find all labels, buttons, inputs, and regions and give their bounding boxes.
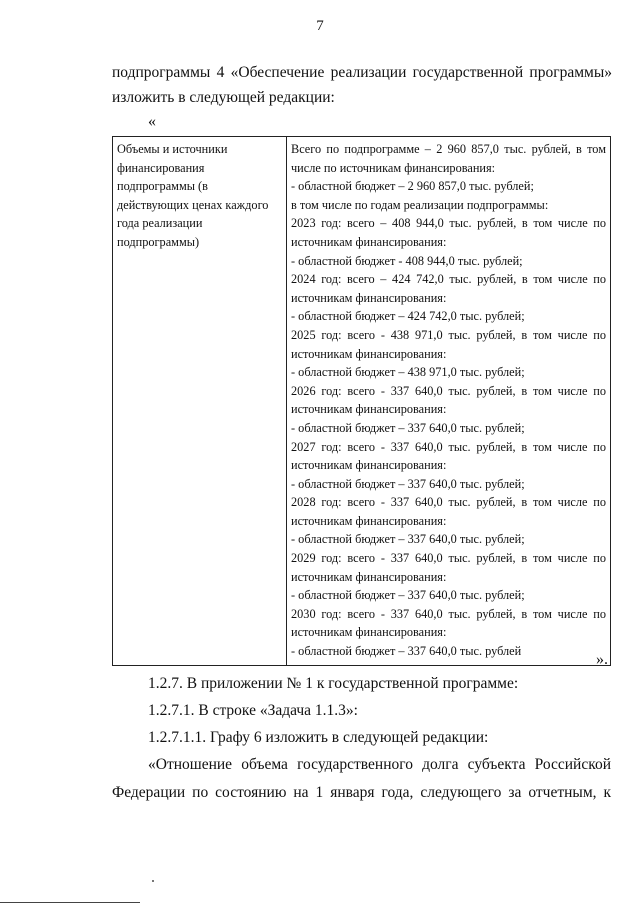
- table-row: [113, 137, 611, 666]
- funding-line: 2027 год: всего - 337 640,0 тыс. рублей, в том числе по: [291, 439, 606, 454]
- funding-line: источникам финансирования:: [291, 402, 447, 417]
- funding-line: источникам финансирования:: [291, 625, 447, 640]
- funding-table: [112, 136, 611, 666]
- label-line: финансирования: [117, 160, 205, 175]
- intro-text: [112, 60, 612, 110]
- funding-line: - областной бюджет – 337 640,0 тыс. рублей: [291, 644, 522, 659]
- funding-line: 2028 год: всего - 337 640,0 тыс. рублей, в том числе по: [291, 495, 606, 510]
- scan-speck: [152, 880, 154, 882]
- funding-line: 2026 год: всего - 337 640,0 тыс. рублей, в том числе по: [291, 383, 606, 398]
- paragraph-quote-line-1: «Отношение объема государственного долга субъекта Российской: [148, 756, 611, 773]
- funding-line: источникам финансирования:: [291, 458, 447, 473]
- funding-line: 2023 год: всего – 408 944,0 тыс. рублей, в том числе по: [291, 216, 606, 231]
- closing-quote: ».: [596, 651, 608, 668]
- funding-line: числе по источникам финансирования:: [291, 160, 496, 175]
- funding-line: - областной бюджет – 337 640,0 тыс. рублей;: [291, 532, 525, 547]
- intro-line-2: изложить в следующей редакции:: [112, 89, 335, 106]
- funding-line: - областной бюджет - 408 944,0 тыс. рублей;: [291, 253, 523, 268]
- funding-line: - областной бюджет – 337 640,0 тыс. рублей;: [291, 476, 525, 491]
- table-cell-content: [287, 137, 611, 666]
- funding-line: - областной бюджет – 424 742,0 тыс. рублей;: [291, 309, 525, 324]
- funding-line: в том числе по годам реализации подпрограммы:: [291, 197, 549, 212]
- funding-line: - областной бюджет – 337 640,0 тыс. рублей;: [291, 588, 525, 603]
- label-line: года реализации: [117, 216, 203, 231]
- funding-line: - областной бюджет – 438 971,0 тыс. рублей;: [291, 365, 525, 380]
- funding-line: 2025 год: всего - 438 971,0 тыс. рублей, в том числе по: [291, 327, 606, 342]
- paragraph-1-2-7: 1.2.7. В приложении № 1 к государственной программе:: [148, 675, 519, 692]
- funding-line: 2029 год: всего - 337 640,0 тыс. рублей, в том числе по: [291, 551, 606, 566]
- funding-line: источникам финансирования:: [291, 346, 447, 361]
- paragraph-1-2-7-1-1: 1.2.7.1.1. Графу 6 изложить в следующей редакции:: [148, 729, 489, 746]
- funding-line: источникам финансирования:: [291, 290, 447, 305]
- funding-line: источникам финансирования:: [291, 569, 447, 584]
- page-number: 7: [316, 18, 324, 34]
- label-line: подпрограммы): [117, 234, 200, 249]
- paragraph-quote-line-2: Федерации по состоянию на 1 января года, следующего за отчетным, к: [112, 784, 611, 801]
- footer-rule: [0, 902, 140, 903]
- label-line: действующих ценах каждого: [117, 197, 269, 212]
- paragraph-1-2-7-1: 1.2.7.1. В строке «Задача 1.1.3»:: [148, 702, 358, 719]
- intro-line-1: подпрограммы 4 «Обеспечение реализации государственной программы»: [112, 64, 612, 81]
- funding-line: 2024 год: всего – 424 742,0 тыс. рублей, в том числе по: [291, 272, 606, 287]
- funding-line: - областной бюджет – 337 640,0 тыс. рублей;: [291, 420, 525, 435]
- opening-quote: «: [148, 113, 156, 130]
- funding-line: - областной бюджет – 2 960 857,0 тыс. рублей;: [291, 179, 534, 194]
- funding-line: Всего по подпрограмме – 2 960 857,0 тыс. рублей, в том: [291, 142, 606, 156]
- table-cell-label: [113, 137, 287, 666]
- funding-line: 2030 год: всего - 337 640,0 тыс. рублей, в том числе по: [291, 606, 606, 621]
- funding-line: источникам финансирования:: [291, 234, 447, 249]
- label-line: Объемы и источники: [117, 142, 228, 156]
- label-line: подпрограммы (в: [117, 179, 208, 194]
- funding-line: источникам финансирования:: [291, 513, 447, 528]
